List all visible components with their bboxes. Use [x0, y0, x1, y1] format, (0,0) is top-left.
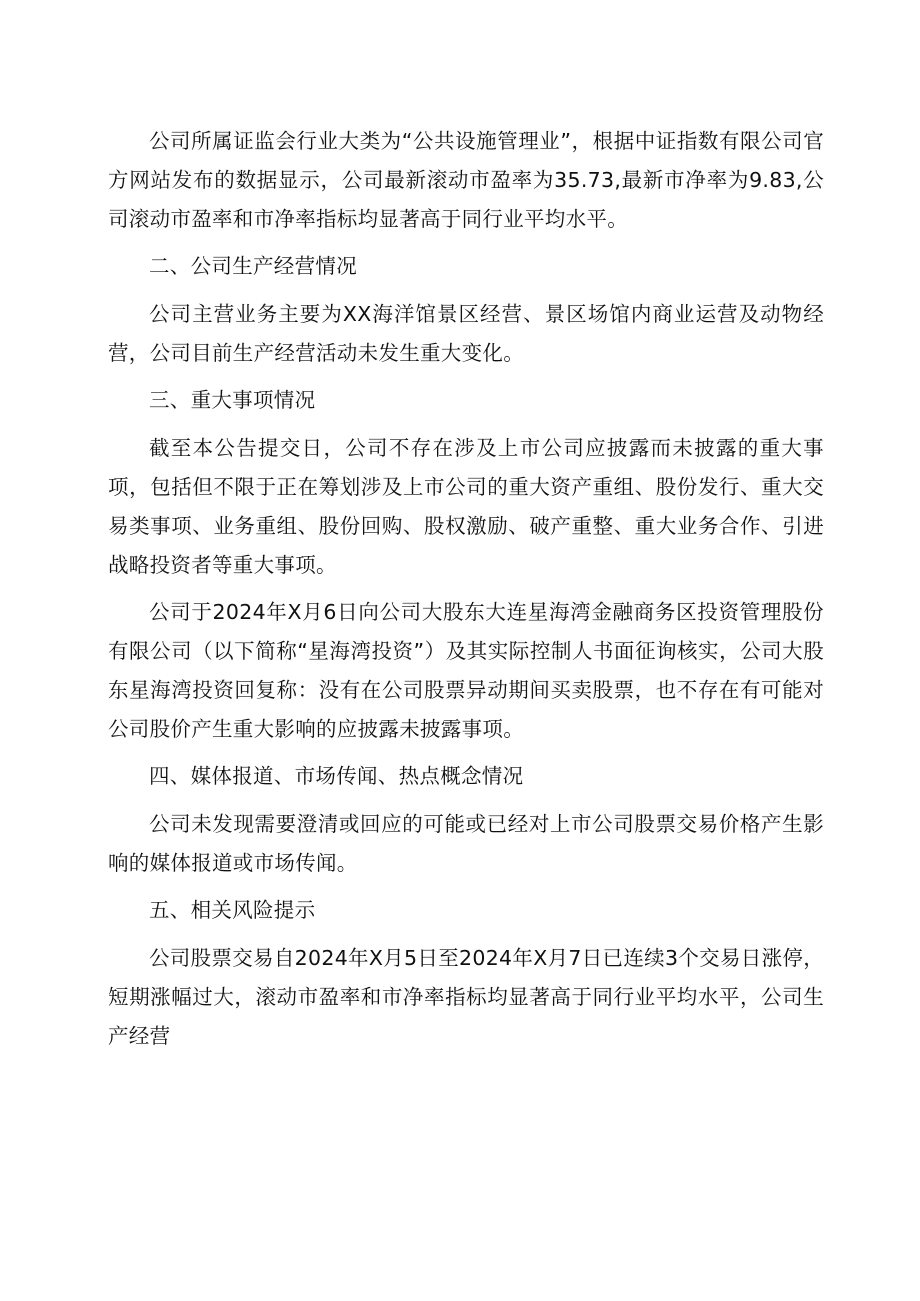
paragraph-main-business: 公司主营业务主要为XX海洋馆景区经营、景区场馆内商业运营及动物经营，公司目前生产经营活动未发生重大变化。: [108, 302, 824, 365]
paragraph-risk-details: 公司股票交易自2024年X月5日至2024年X月7日已连续3个交易日涨停，短期涨幅过大，滚动市盈率和市净率指标均显著高于同行业平均水平，公司生产经营: [108, 946, 824, 1048]
paragraph-media-rumors: 公司未发现需要澄清或回应的可能或已经对上市公司股票交易价格产生影响的媒体报道或市场传闻。: [108, 812, 824, 875]
section-heading-media-reports: 四、媒体报道、市场传闻、热点概念情况: [149, 764, 524, 788]
paragraph-shareholder-inquiry: 公司于2024年X月6日向公司大股东大连星海湾金融商务区投资管理股份有限公司（以下简称“星海湾投资”）及其实际控制人书面征询核实，公司大股东星海湾投资回复称：没有在公司股票异动期间买卖股票，也不存在有可能对公司股价产生重大影响的应披露未披露事项。: [108, 600, 824, 741]
paragraph-industry-valuation: 公司所属证监会行业大类为“公共设施管理业”，根据中证指数有限公司官方网站发布的数据显示，公司最新滚动市盈率为35.73,最新市净率为9.83,公司滚动市盈率和市净率指标均显著高于同行业平均水平。: [108, 129, 824, 231]
section-heading-operations: 二、公司生产经营情况: [149, 254, 357, 278]
section-heading-risk-warning: 五、相关风险提示: [149, 898, 316, 922]
document-body: [108, 122, 824, 1064]
paragraph-no-undisclosed-matters: 截至本公告提交日，公司不存在涉及上市公司应披露而未披露的重大事项，包括但不限于正在筹划涉及上市公司的重大资产重组、股份发行、重大交易类事项、业务重组、股份回购、股权激励、破产重整、重大业务合作、引进战略投资者等重大事项。: [108, 436, 824, 577]
section-heading-major-matters: 三、重大事项情况: [149, 388, 316, 412]
